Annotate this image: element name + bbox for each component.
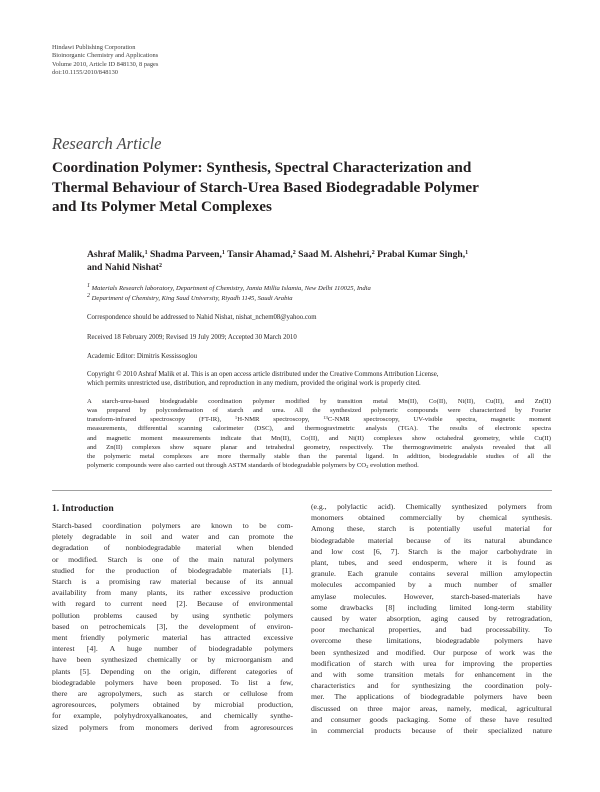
body-text-line: molecules accompanied by a much number of smaller: [311, 580, 552, 590]
affiliation-text: Department of Chemistry, King Saud University, Riyadh 1145, Saudi Arabia: [90, 295, 293, 302]
affiliation-text: Materials Research laboratory, Department of Chemistry, Jamia Millia Islamia, New Delhi 110025, India: [90, 285, 371, 292]
copyright-line: which permits unrestricted use, distribution, and reproduction in any medium, provided the original work is properly cited.: [87, 380, 421, 388]
body-text-line: for example, polyhydroxyalkanoates, and chemically synthe-: [52, 711, 293, 721]
abstract-line: and magnetic moment measurements indicate that Mn(II), Co(II), and Ni(II) complexes show octahedral geometry, while Cu(II): [87, 434, 551, 442]
title-line: Thermal Behaviour of Starch-Urea Based Biodegradable Polymer: [52, 178, 479, 196]
body-text-line: biodegradable polymers have been proposed. To list a few,: [52, 677, 293, 687]
body-text-line: been synthesized and modified. Our purpose of work was the: [311, 647, 552, 657]
body-text-line: have been synthesized chemically or by microorganism and: [52, 655, 293, 665]
body-text-line: agroresources, polymers obtained by microbial production,: [52, 700, 293, 710]
body-column-right: [311, 501, 552, 736]
body-text-line: degradation of nonbiodegradable material when blended: [52, 543, 293, 553]
author-line: [87, 261, 551, 274]
body-text-line: amylase molecules. However, starch-based-materials have: [311, 591, 552, 601]
body-text-line: overcome these limitations, biodegradable polymers have: [311, 636, 552, 646]
author-affiliation-mark: 2: [292, 250, 296, 256]
body-text-line: in commercial products because of their specialized nature: [311, 726, 552, 736]
superscript: 13: [323, 415, 328, 421]
body-text-line: pollution problems caused by using synthetic polymers: [52, 610, 293, 620]
body-text-line: or modified. Starch is one of the main natural polymers: [52, 554, 293, 564]
abstract-line: and Zn(II) complexes show square planar and tetrahedral geometry, respectively. The thermogravimetric analysis revealed that all: [87, 443, 551, 451]
copyright-notice: [87, 370, 551, 389]
body-text-line: and consumer goods packaging. Some of these have resulted: [311, 714, 552, 724]
abstract-line: measurements, differential scanning calorimeter (DSC), and thermogravimetric analysis (TGA). The results of electronic spectra: [87, 425, 551, 433]
abstract-text: transform-infrared spectroscopy (FT-IR),: [87, 416, 235, 424]
subscript: 2: [366, 464, 369, 470]
body-text-line: characteristics and for synthesizing the coordination poly-: [311, 681, 552, 691]
body-text-line: some drawbacks [8] including limited long-term stability: [311, 602, 552, 612]
abstract-line: the polymeric metal complexes are more thermally stable than the parental ligand. In addition, biodegradable studies of all the: [87, 452, 551, 460]
affiliation: [87, 284, 551, 294]
author-name: Shadma Parveen,: [147, 249, 222, 260]
publisher-name: Hindawi Publishing Corporation: [52, 44, 136, 51]
section-divider: [52, 490, 552, 491]
body-text-line: ment friendly polymeric material has attracted excessive: [52, 633, 293, 643]
body-text-line: Among these, starch is potentially useful material for: [311, 524, 552, 534]
body-text-line: availability from many plants, its rather excessive production: [52, 588, 293, 598]
abstract-text: H-NMR spectroscopy,: [237, 416, 324, 424]
abstract-text: evolution method.: [368, 462, 419, 470]
volume-info: Volume 2010, Article ID 848130, 8 pages: [52, 60, 159, 68]
body-text-line: discussed on three major areas, namely, medical, agricultural: [311, 703, 552, 713]
author-affiliation-mark: 1: [465, 250, 469, 256]
journal-header: [52, 44, 158, 78]
body-text-line: caused by water absorption, aging caused by retrogradation,: [311, 614, 552, 624]
author-affiliation-mark: 2: [371, 250, 375, 256]
body-text-line: biodegradable material because of its natural abundance: [311, 535, 552, 545]
abstract-line: was prepared by polycondensation of starch and urea. All the synthesized polymeric compounds were characterized by Fourier: [87, 407, 551, 415]
history-dates: Received 18 February 2009; Revised 19 July 2009; Accepted 30 March 2010: [87, 334, 297, 341]
affiliation-number: 2: [87, 293, 90, 299]
author-affiliation-mark: 1: [221, 250, 225, 256]
article-type: Research Article: [52, 134, 162, 153]
author-name: Tansir Ahamad,: [224, 249, 293, 260]
body-text-line: interest [4]. A huge number of biodegradable polymers: [52, 644, 293, 654]
section-heading: 1. Introduction: [52, 503, 114, 514]
body-text-line: Starch is a promising raw material because of its annual: [52, 577, 293, 587]
affiliation: [87, 294, 551, 304]
author-name: Saad M. Alshehri,: [295, 249, 372, 260]
title-line: Coordination Polymer: Synthesis, Spectral Characterization and: [52, 159, 472, 176]
title-line: and Its Polymer Metal Complexes: [52, 198, 272, 215]
body-text-line: modification of starch with urea for improving the properties: [311, 658, 552, 668]
body-text-line: studied for the production of biodegradable materials [1].: [52, 565, 293, 575]
abstract-line: [87, 461, 551, 470]
correspondence: Correspondence should be addressed to Nahid Nishat, nishat_nchem08@yahoo.com: [87, 314, 317, 321]
body-text-line: poor mechanical properties, and bad processability. To: [311, 625, 552, 635]
body-text-line: and with some transition metals for enhancement in the: [311, 670, 552, 680]
doi[interactable]: doi:10.1155/2010/848130: [52, 69, 118, 77]
author-line: [87, 248, 551, 261]
affiliations: [87, 284, 551, 304]
body-text-line: plant, tubes, and seed endosperm, where it is found as: [311, 558, 552, 568]
author-affiliation-mark: 2: [158, 263, 162, 270]
abstract-text: C-NMR spectroscopy, UV-visible spectra, magnetic moment: [327, 416, 551, 424]
body-text-line: with regard to current need [2]. Because of environmental: [52, 599, 293, 609]
abstract-line: [87, 415, 551, 424]
body-text-line: Starch-based coordination polymers are known to be com-: [52, 521, 293, 530]
academic-editor: Academic Editor: Dimitris Kessissoglou: [87, 353, 198, 360]
author-affiliation-mark: 1: [144, 250, 148, 256]
body-column-left: [52, 520, 293, 733]
author-name: Prabal Kumar Singh,: [374, 249, 466, 260]
author-name: and Nahid Nishat: [87, 262, 159, 274]
abstract-line: A starch-urea-based biodegradable coordination polymer modified by transition metal Mn(II), Co(II), Ni(II), Cu(II), and Zn(II): [87, 398, 551, 405]
superscript: 1: [234, 415, 238, 421]
body-text-line: there are agropolymers, such as starch or cellulose from: [52, 689, 293, 699]
copyright-line: Copyright © 2010 Ashraf Malik et al. This is an open access article distributed under the Creative Commons Attribution License,: [87, 371, 439, 378]
author-list: [87, 248, 551, 275]
body-text-line: (e.g., polylactic acid). Chemically synthesized polymers from: [311, 502, 552, 511]
body-text-line: plants [5]. Depending on the origin, different categories of: [52, 666, 293, 676]
body-text-line: mer. The applications of biodegradable polymers have been: [311, 692, 552, 702]
abstract-text: polymeric compounds were also carried out through ASTM standards of biodegradable polymers by CO: [87, 462, 367, 470]
affiliation-number: 1: [87, 283, 90, 289]
body-text-line: pletely degradable in soil and water and can promote the: [52, 532, 293, 542]
body-text-line: monomers obtained commercially by chemical synthesis.: [311, 513, 552, 523]
author-name: Ashraf Malik,: [87, 249, 145, 260]
body-text-line: granule. Each granule contains several million amylopectin: [311, 569, 552, 579]
body-text-line: and low cost [6, 7]. Starch is the major carbohydrate in: [311, 546, 552, 556]
body-text-line: sized polymers from monomers derived from agroresources: [52, 722, 293, 732]
body-text-line: based on petrochemicals [3], the development of environ-: [52, 621, 293, 631]
article-title: [52, 158, 552, 217]
abstract: [87, 397, 551, 470]
journal-name: Bioinorganic Chemistry and Applications: [52, 52, 159, 60]
